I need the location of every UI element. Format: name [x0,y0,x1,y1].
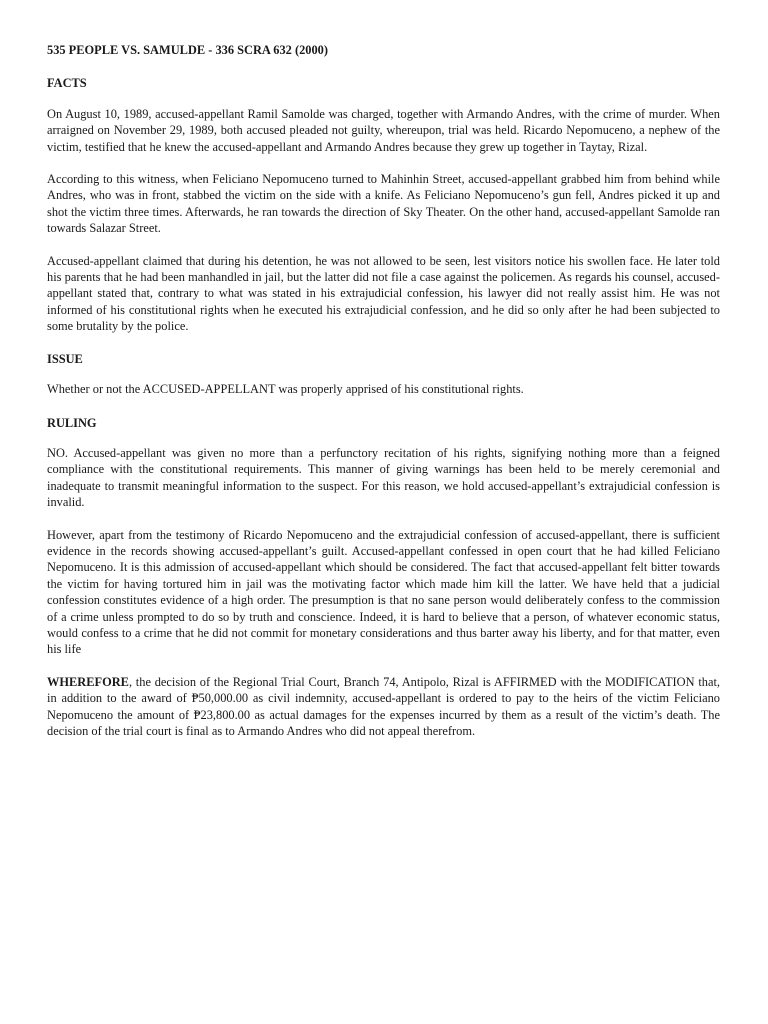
wherefore-paragraph [47,674,720,740]
facts-heading: FACTS [47,76,87,91]
ruling-heading: RULING [47,415,97,430]
wherefore-text: , the decision of the Regional Trial Court, Branch 74, Antipolo, Rizal is AFFIRMED with the MODIFICATION that, in addition to the award of ₱50,000.00 as civil indemnity, accused-appellant is ordered to pay to the heirs of the victim Feliciano Nepomuceno the amount of ₱23,800.00 as actual damages for the expenses incurred by them as a result of the victim’s death. The decision of the trial court is final as to Armando Andres who did not appeal therefrom. [47,674,720,738]
ruling-paragraph: NO. Accused-appellant was given no more than a perfunctory recitation of his rights, signifying nothing more than a feigned compliance with the constitutional requirements. This manner of giving warnings has been held to be merely ceremonial and inadequate to transmit meaningful information to the suspect. For this reason, we hold accused-appellant’s extrajudicial confession is invalid. [47,445,720,510]
facts-paragraph: On August 10, 1989, accused-appellant Ramil Samolde was charged, together with Armando Andres, with the crime of murder. When arraigned on November 29, 1989, both accused pleaded not guilty, whereupon, trial was held. Ricardo Nepomuceno, a nephew of the victim, testified that he knew the accused-appellant and Armando Andres because they grew up together in Taytay, Rizal. [47,106,720,154]
case-title: 535 PEOPLE VS. SAMULDE - 336 SCRA 632 (2000) [47,43,328,57]
document-page [47,42,720,755]
ruling-paragraph: However, apart from the testimony of Ricardo Nepomuceno and the extrajudicial confession of accused-appellant, there is sufficient evidence in the records showing accused-appellant’s guilt. Accused-appellant confessed in open court that he had killed Feliciano Nepomuceno. It is this admission of accused-appellant which should be considered. The fact that accused-appellant felt bitter towards the victim for having tortured him in jail was the motivating factor which made him kill the latter. We have held that a judicial confession constitutes evidence of a high order. The presumption is that no sane person would deliberately confess to the commission of a crime unless prompted to do so by truth and conscience. Indeed, it is hard to believe that a person, of whatever economic status, would confess to a crime that he did not commit for monetary considerations and thus barter away his liberty, and for that matter, even his life [47,527,720,657]
wherefore-lead: WHEREFORE [47,674,129,689]
facts-paragraph: Accused-appellant claimed that during his detention, he was not allowed to be seen, lest visitors notice his swollen face. He later told his parents that he had been manhandled in jail, but the latter did not file a case against the policemen. As regards his counsel, accused-appellant stated that, contrary to what was stated in his extrajudicial confession, his lawyer did not really assist him. He was not informed of his constitutional rights when he executed his extrajudicial confession, and he did so only after he had been subjected to some brutality by the police. [47,253,720,334]
facts-paragraph: According to this witness, when Feliciano Nepomuceno turned to Mahinhin Street, accused-appellant grabbed him from behind while Andres, who was in front, stabbed the victim on the side with a knife. As Feliciano Nepomuceno’s gun fell, Andres picked it up and shot the victim three times. Afterwards, he ran towards the direction of Sky Theater. On the other hand, accused-appellant Samolde ran towards Salazar Street. [47,172,720,236]
issue-heading: ISSUE [47,351,83,366]
issue-text: Whether or not the ACCUSED-APPELLANT was properly apprised of his constitutional rights. [47,382,524,397]
